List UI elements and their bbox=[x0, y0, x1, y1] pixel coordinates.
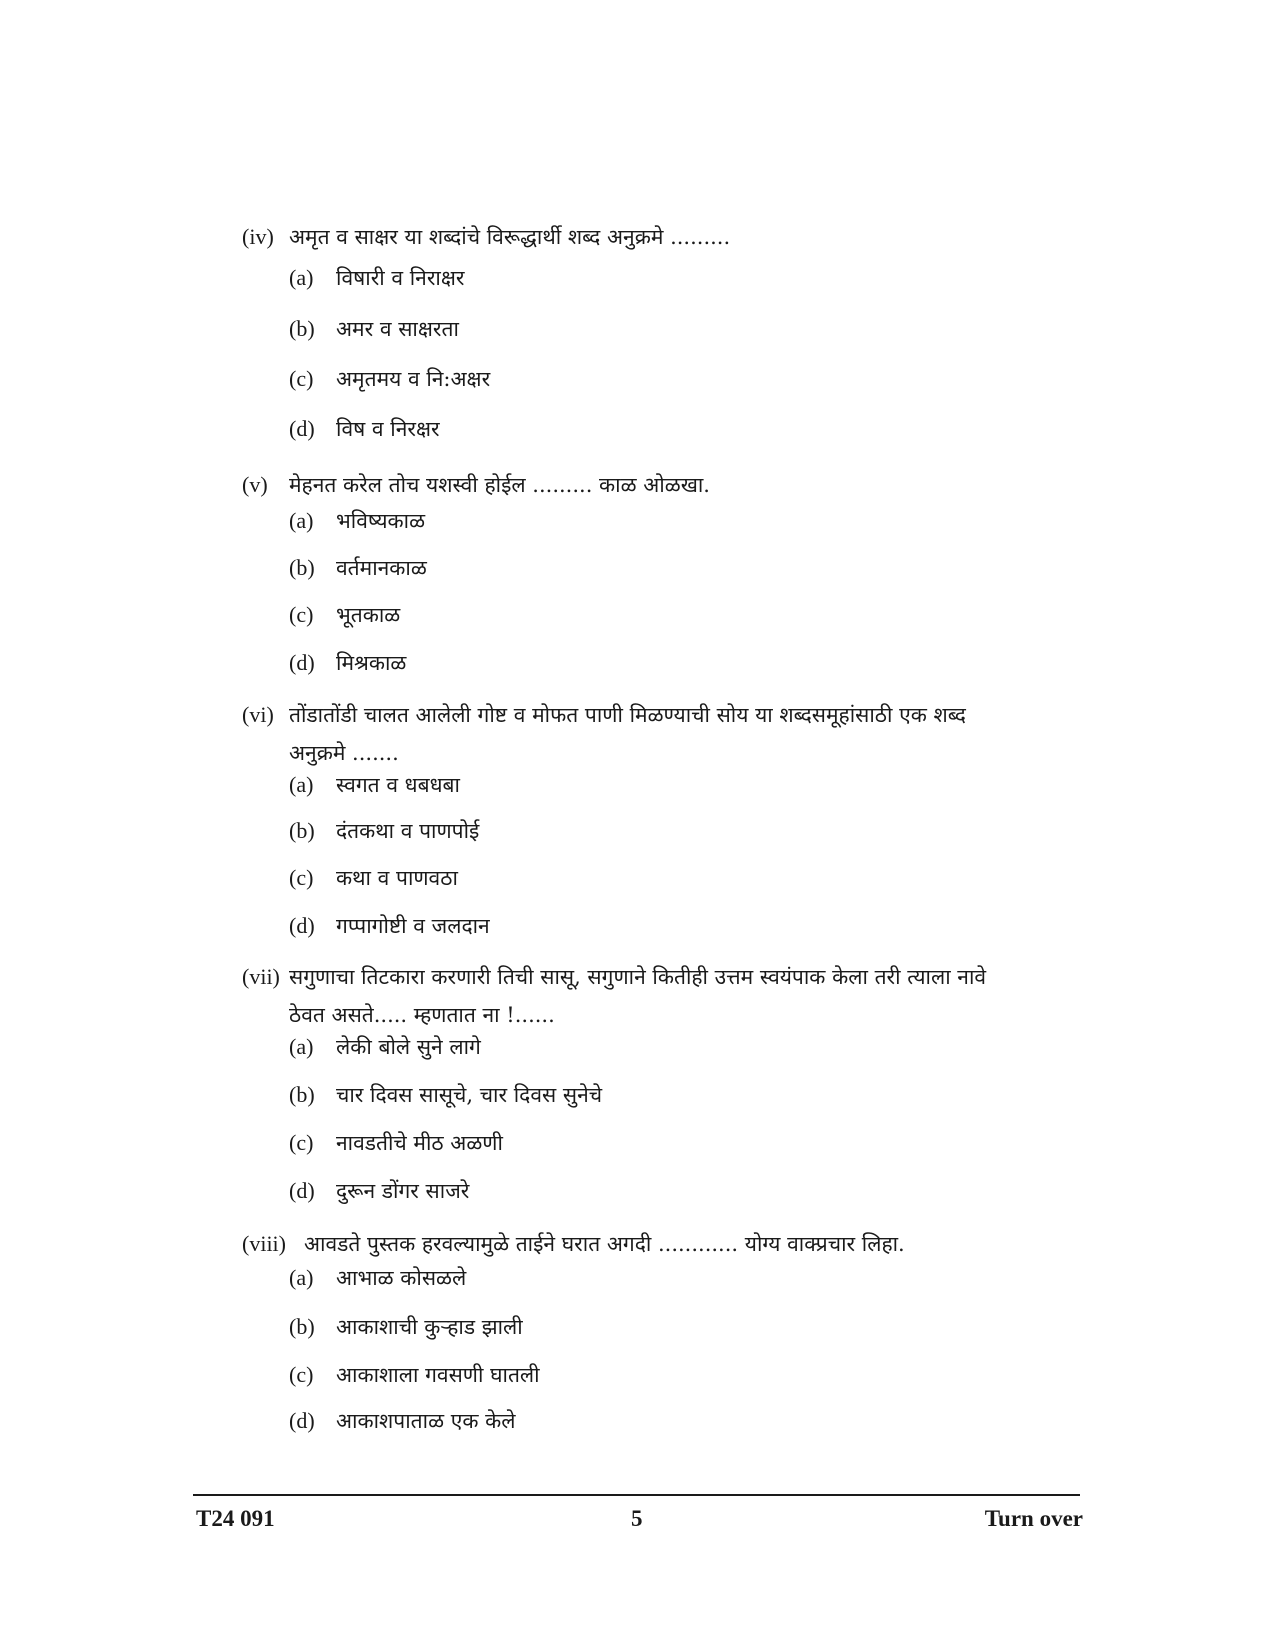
option-v-a bbox=[289, 506, 425, 536]
option-text: गप्पागोष्टी व जलदान bbox=[336, 914, 490, 938]
footer-divider bbox=[193, 1494, 1080, 1496]
option-label: (d) bbox=[289, 650, 315, 675]
option-text: दंतकथा व पाणपोई bbox=[336, 819, 480, 843]
page-number: 5 bbox=[631, 1506, 643, 1531]
option-label: (d) bbox=[289, 1178, 315, 1203]
option-text: अमर व साक्षरता bbox=[336, 317, 459, 341]
option-label: (a) bbox=[289, 508, 314, 533]
question-text: मेहनत करेल तोच यशस्वी होईल ......... काळ ओळखा. bbox=[289, 473, 710, 497]
option-label: (c) bbox=[289, 865, 314, 890]
question-number: (viii) bbox=[242, 1231, 286, 1256]
option-viii-b bbox=[289, 1312, 523, 1342]
option-label: (b) bbox=[289, 818, 315, 843]
question-number: (v) bbox=[242, 472, 268, 497]
option-iv-d bbox=[289, 414, 440, 444]
option-text: लेकी बोले सुने लागे bbox=[336, 1035, 481, 1059]
option-text: विष व निरक्षर bbox=[336, 417, 440, 441]
option-vii-d bbox=[289, 1176, 469, 1206]
option-viii-c bbox=[289, 1360, 540, 1390]
option-vi-c bbox=[289, 863, 458, 893]
option-vi-d bbox=[289, 911, 490, 941]
option-v-c bbox=[289, 600, 400, 630]
option-text: भूतकाळ bbox=[336, 603, 401, 627]
question-number: (vi) bbox=[242, 702, 274, 727]
option-label: (d) bbox=[289, 913, 315, 938]
option-label: (c) bbox=[289, 366, 314, 391]
option-v-d bbox=[289, 648, 406, 678]
paper-code: T24 091 bbox=[196, 1506, 275, 1531]
option-text: आकाशाची कुऱ्हाड झाली bbox=[336, 1315, 523, 1339]
question-text: सगुणाचा तिटकारा करणारी तिची सासू, सगुणाने कितीही उत्तम स्वयंपाक केला तरी त्याला नावे ठेवत असते..... म्हणतात ना !...... bbox=[289, 965, 987, 1027]
option-text: चार दिवस सासूचे, चार दिवस सुनेचे bbox=[336, 1083, 603, 1107]
option-label: (a) bbox=[289, 265, 314, 290]
option-vi-b bbox=[289, 816, 479, 846]
question-vi bbox=[242, 696, 1012, 772]
option-iv-a bbox=[289, 263, 465, 293]
option-label: (d) bbox=[289, 416, 315, 441]
option-vi-a bbox=[289, 770, 460, 800]
option-text: नावडतीचे मीठ अळणी bbox=[336, 1131, 503, 1155]
option-label: (b) bbox=[289, 555, 315, 580]
option-viii-a bbox=[289, 1263, 466, 1293]
option-text: आकाशपाताळ एक केले bbox=[336, 1409, 516, 1433]
option-text: आकाशाला गवसणी घातली bbox=[336, 1363, 540, 1387]
option-text: विषारी व निराक्षर bbox=[336, 266, 465, 290]
question-v bbox=[242, 466, 1012, 504]
turn-over-label: Turn over bbox=[984, 1506, 1083, 1531]
option-label: (d) bbox=[289, 1408, 315, 1433]
question-number: (iv) bbox=[242, 224, 274, 249]
option-vii-a bbox=[289, 1032, 481, 1062]
option-text: दुरून डोंगर साजरे bbox=[336, 1179, 470, 1203]
option-label: (b) bbox=[289, 1314, 315, 1339]
option-label: (b) bbox=[289, 316, 315, 341]
option-label: (c) bbox=[289, 602, 314, 627]
option-vii-c bbox=[289, 1128, 503, 1158]
option-label: (a) bbox=[289, 1265, 314, 1290]
option-iv-b bbox=[289, 314, 459, 344]
question-vii bbox=[242, 958, 1012, 1034]
question-text: आवडते पुस्तक हरवल्यामुळे ताईने घरात अगदी ............ योग्य वाक्प्रचार लिहा. bbox=[304, 1232, 905, 1256]
option-viii-d bbox=[289, 1406, 516, 1436]
option-label: (c) bbox=[289, 1130, 314, 1155]
option-text: वर्तमानकाळ bbox=[336, 556, 427, 580]
option-vii-b bbox=[289, 1080, 602, 1110]
option-text: अमृतमय व नि:अक्षर bbox=[336, 367, 491, 391]
question-iv bbox=[242, 218, 1012, 256]
option-text: स्वगत व धबधबा bbox=[336, 773, 460, 797]
option-text: मिश्रकाळ bbox=[336, 651, 407, 675]
question-number: (vii) bbox=[242, 964, 280, 989]
option-label: (a) bbox=[289, 772, 314, 797]
option-text: कथा व पाणवठा bbox=[336, 866, 458, 890]
option-text: आभाळ कोसळले bbox=[336, 1266, 467, 1290]
option-v-b bbox=[289, 553, 427, 583]
option-label: (c) bbox=[289, 1362, 314, 1387]
question-text: अमृत व साक्षर या शब्दांचे विरूद्धार्थी शब्द अनुक्रमे ......... bbox=[289, 225, 731, 249]
option-text: भविष्यकाळ bbox=[336, 509, 426, 533]
question-viii bbox=[242, 1225, 1012, 1263]
question-text: तोंडातोंडी चालत आलेली गोष्ट व मोफत पाणी मिळण्याची सोय या शब्दसमूहांसाठी एक शब्द अनुक्रमे ....... bbox=[289, 703, 966, 765]
option-iv-c bbox=[289, 364, 490, 394]
option-label: (b) bbox=[289, 1082, 315, 1107]
option-label: (a) bbox=[289, 1034, 314, 1059]
